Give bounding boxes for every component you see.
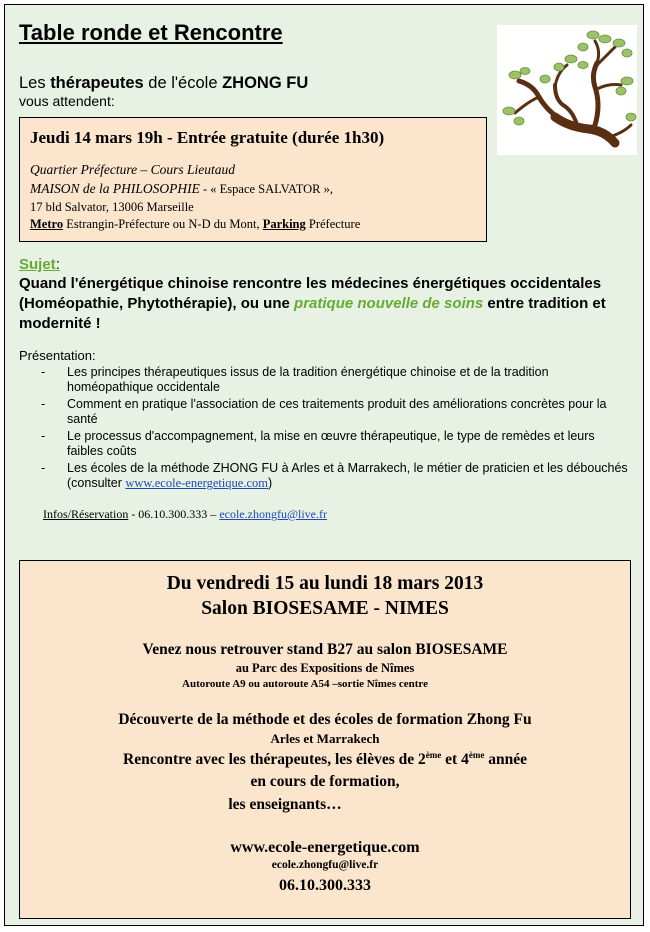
salon-stand: Venez nous retrouver stand B27 au salon BIOSESAME bbox=[142, 641, 508, 658]
salon-name: Salon BIOSESAME - NIMES bbox=[201, 598, 449, 619]
metro-text: Estrangin-Préfecture ou N-D du Mont, bbox=[63, 217, 263, 231]
sujet-label bbox=[19, 256, 60, 273]
event-transport bbox=[30, 217, 360, 232]
sujet-text bbox=[19, 274, 631, 334]
subtitle bbox=[19, 74, 308, 93]
salon-teachers: les enseignants… bbox=[228, 796, 342, 813]
salon-directions: Autoroute A9 ou autoroute A54 –sortie Nîmes centre bbox=[182, 678, 428, 690]
list-item-text: Les écoles de la méthode ZHONG FU à Arles et à Marrakech, le métier de praticien et les débouchés (consulter bbox=[67, 461, 628, 490]
salon-venue: au Parc des Expositions de Nîmes bbox=[235, 661, 415, 675]
subtitle-therapeutes: thérapeutes bbox=[50, 74, 144, 92]
parking-text: Préfecture bbox=[305, 217, 361, 231]
salon-meeting-sup1: ème bbox=[425, 750, 442, 760]
event-location-line2 bbox=[30, 181, 333, 197]
reservation-phone: - 06.10.300.333 – bbox=[128, 507, 220, 521]
website-link[interactable]: www.ecole-energetique.com bbox=[125, 476, 269, 490]
salon-website: www.ecole-energetique.com bbox=[230, 839, 420, 856]
subtitle-mid: de l'école bbox=[143, 74, 223, 92]
bullet-dash: - bbox=[41, 397, 46, 411]
event-venue: MAISON de la PHILOSOPHIE bbox=[30, 181, 200, 196]
list-item-text: Les principes thérapeutiques issus de la tradition énergétique chinoise et de la tradition homéopathique occidentale bbox=[67, 365, 549, 394]
salon-box bbox=[19, 560, 631, 919]
subtitle-line2: vous attendent: bbox=[19, 93, 115, 109]
list-item bbox=[41, 397, 631, 427]
salon-meeting bbox=[20, 750, 630, 769]
event-heading: Jeudi 14 mars 19h - Entrée gratuite (durée 1h30) bbox=[30, 128, 385, 147]
list-item bbox=[41, 365, 631, 395]
salon-email: ecole.zhongfu@live.fr bbox=[271, 859, 379, 871]
reservation-label: Infos/Réservation bbox=[43, 507, 129, 521]
sujet-text-part2: entre tradition et modernité ! bbox=[19, 295, 606, 332]
salon-meeting-sup2: ème bbox=[468, 750, 485, 760]
page-title: Table ronde et Rencontre bbox=[19, 20, 283, 45]
list-item-text: Comment en pratique l'association de ces traitements produit des améliorations concrètes pour la santé bbox=[67, 397, 607, 426]
salon-meeting-a: Rencontre avec les thérapeutes, les élèves de 2 bbox=[123, 751, 426, 769]
subtitle-school: ZHONG FU bbox=[222, 74, 309, 92]
sujet-label-text: Sujet bbox=[19, 256, 56, 273]
list-item bbox=[41, 461, 631, 491]
tree-logo bbox=[497, 25, 637, 155]
salon-meeting-b: et 4 bbox=[441, 751, 469, 769]
salon-training: en cours de formation, bbox=[250, 773, 400, 790]
salon-discovery: Découverte de la méthode et des écoles de formation Zhong Fu bbox=[118, 711, 532, 728]
presentation-list bbox=[41, 365, 631, 493]
subtitle-pre: Les bbox=[19, 74, 51, 92]
sujet-text-highlight: pratique nouvelle de soins bbox=[294, 295, 484, 312]
sujet-text-part1: Quand l'énergétique chinoise rencontre les médecines énergétiques occidentales (Homéopathie, Phytothérapie), ou une bbox=[19, 275, 602, 312]
salon-meeting-c: année bbox=[484, 751, 527, 769]
event-address: 17 bld Salvator, 13006 Marseille bbox=[30, 200, 194, 214]
reservation-info bbox=[43, 507, 327, 522]
list-item bbox=[41, 429, 631, 459]
salon-cities: Arles et Marrakech bbox=[270, 731, 380, 746]
salon-phone: 06.10.300.333 bbox=[279, 877, 371, 894]
parking-label: Parking bbox=[262, 217, 306, 231]
bullet-dash: - bbox=[41, 429, 46, 443]
event-info-box bbox=[19, 117, 487, 242]
flyer-page bbox=[4, 4, 644, 926]
bullet-dash: - bbox=[41, 365, 46, 379]
presentation-label: Présentation: bbox=[19, 348, 96, 363]
list-item-text: Le processus d'accompagnement, la mise en œuvre thérapeutique, le type de remèdes et leurs faibles coûts bbox=[67, 429, 595, 458]
close-paren: ) bbox=[268, 476, 273, 490]
event-location-line1: Quartier Préfecture – Cours Lieutaud bbox=[30, 162, 235, 177]
event-venue-rest: - « Espace SALVATOR », bbox=[199, 182, 333, 196]
salon-dates: Du vendredi 15 au lundi 18 mars 2013 bbox=[166, 573, 484, 594]
metro-label: Metro bbox=[30, 217, 64, 231]
sujet-colon: : bbox=[55, 256, 60, 273]
bullet-dash: - bbox=[41, 461, 46, 475]
email-link[interactable]: ecole.zhongfu@live.fr bbox=[219, 507, 327, 521]
